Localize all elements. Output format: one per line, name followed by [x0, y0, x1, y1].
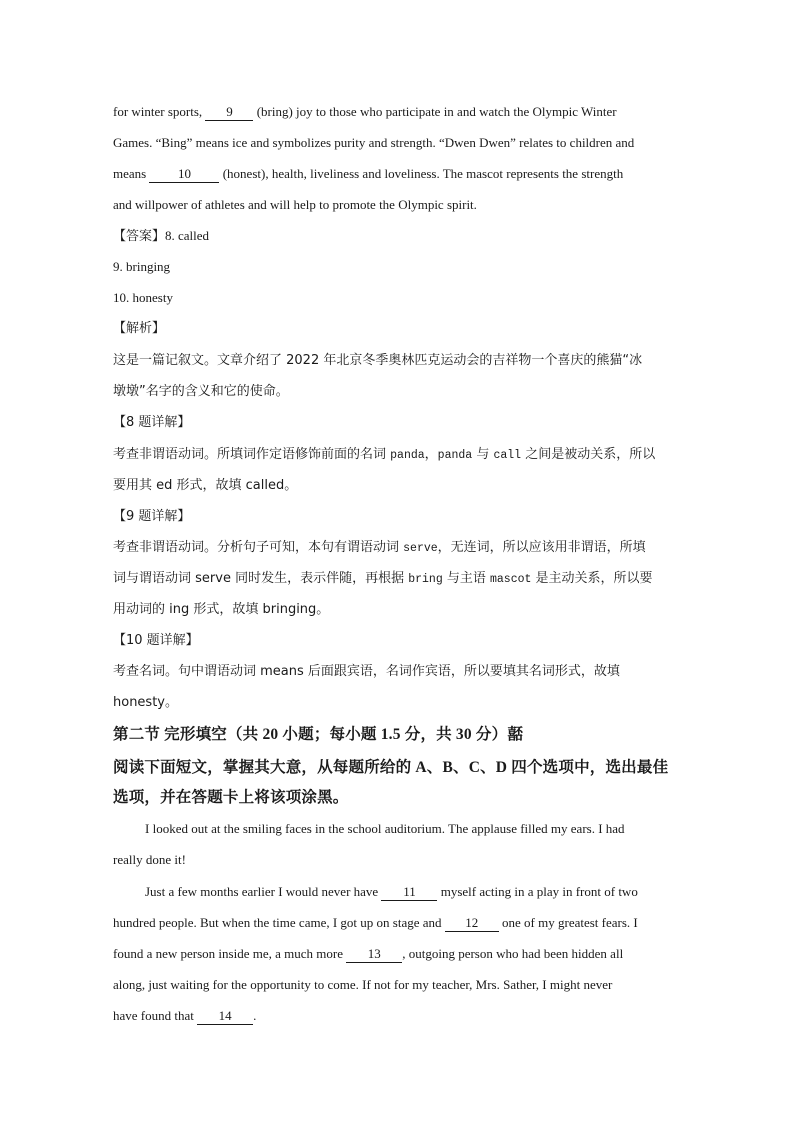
- blank-10: 10: [149, 166, 219, 183]
- cloze-line-5: found a new person inside me, a much more 13 , outgoing person who had been hidden all: [113, 946, 624, 961]
- q10-line-1: 考查名词。句中谓语动词 means 后面跟宾语，名词作宾语，所以要填其名词形式，故填: [113, 664, 620, 679]
- passage-line-2: Games. “Bing” means ice and symbolizes purity and strength. “Dwen Dwen” relates to children and: [113, 135, 635, 150]
- answer-9: 9. bringing: [113, 259, 171, 274]
- blank-11: 11: [381, 884, 437, 901]
- answers-line: [113, 227, 209, 246]
- q9-label: 【9 题详解】: [113, 509, 191, 524]
- analysis-line-1: 这是一篇记叙文。文章介绍了 2022 年北京冬季奥林匹克运动会的吉祥物一个喜庆的熊猫“冰: [113, 353, 643, 368]
- passage-line-3: means 10 (honest), health, liveliness and loveliness. The mascot represents the strength: [113, 166, 624, 181]
- q10-line-2: honesty。: [113, 695, 178, 710]
- analysis-line-2: 墩墩”名字的含义和它的使命。: [113, 384, 289, 399]
- q9-line-1: 考查非谓语动词。分析句子可知，本句有谓语动词 serve，无连词，所以应该用非谓语，所填: [113, 540, 646, 555]
- passage-line-1: for winter sports, 9 (bring) joy to those who participate in and watch the Olympic Winter: [113, 104, 617, 119]
- cloze-line-7: have found that 14 .: [113, 1008, 257, 1023]
- blank-13: 13: [346, 946, 402, 963]
- q9-line-3: 用动词的 ing 形式，故填 bringing。: [113, 602, 330, 617]
- cloze-line-1: I looked out at the smiling faces in the school auditorium. The applause filled my ears. I had: [145, 821, 625, 836]
- cloze-line-2: really done it!: [113, 852, 186, 867]
- answer-10: 10. honesty: [113, 290, 173, 305]
- q8-line-1: 考查非谓语动词。所填词作定语修饰前面的名词 panda，panda 与 call 之间是被动关系，所以: [113, 447, 656, 462]
- analysis-label: 【解析】: [113, 321, 166, 336]
- q9-line-2: 词与谓语动词 serve 同时发生，表示伴随，再根据 bring 与主语 mascot 是主动关系，所以要: [113, 571, 653, 586]
- cloze-line-3: Just a few months earlier I would never have 11 myself acting in a play in front of two: [145, 884, 638, 899]
- q10-label: 【10 题详解】: [113, 633, 199, 648]
- answer-label: 【答案】: [113, 229, 166, 244]
- blank-12: 12: [445, 915, 499, 932]
- section-title: 第二节 完形填空（共 20 小题；每小题 1.5 分，共 30 分）嚭: [113, 726, 524, 743]
- cloze-line-4: hundred people. But when the time came, I got up on stage and 12 one of my greatest fears. I: [113, 915, 638, 930]
- cloze-line-6: along, just waiting for the opportunity to come. If not for my teacher, Mrs. Sather, I might never: [113, 977, 613, 992]
- section-instruction-1: 阅读下面短文，掌握其大意，从每题所给的 A、B、C、D 四个选项中，选出最佳: [113, 759, 669, 776]
- blank-14: 14: [197, 1008, 253, 1025]
- section-title-mark: 嚭: [507, 726, 524, 743]
- passage-line-4: and willpower of athletes and will help to promote the Olympic spirit.: [113, 197, 477, 212]
- q8-line-2: 要用其 ed 形式，故填 called。: [113, 478, 298, 493]
- blank-9: 9: [205, 104, 253, 121]
- q8-label: 【8 题详解】: [113, 415, 191, 430]
- answer-8: 8. called: [165, 228, 210, 243]
- section-instruction-2: 选项，并在答题卡上将该项涂黑。: [113, 789, 349, 806]
